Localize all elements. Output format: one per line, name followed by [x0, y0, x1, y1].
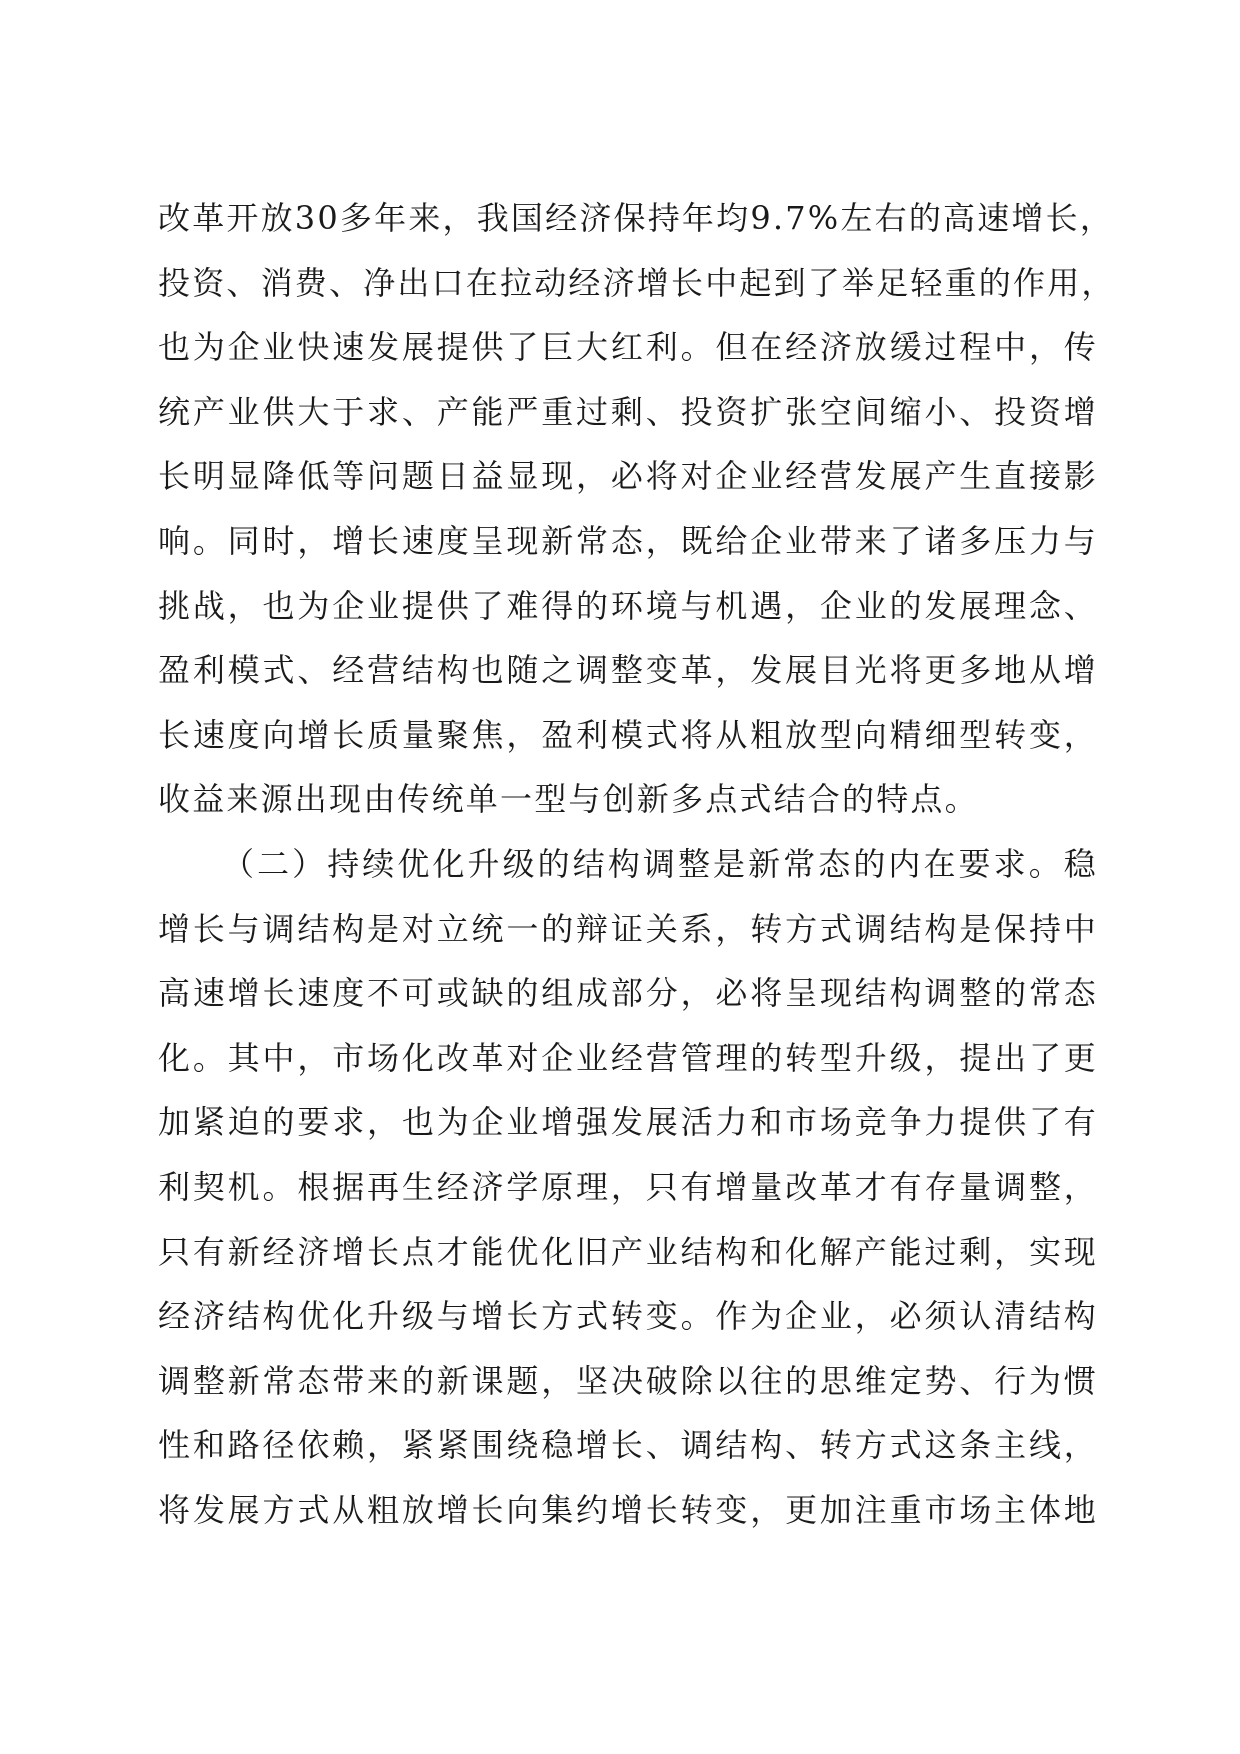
- text-line: 统产业供大于求、产能严重过剩、投资扩张空间缩小、投资增: [158, 392, 1098, 431]
- text-line: 长速度向增长质量聚焦，盈利模式将从粗放型向精细型转变，: [158, 715, 1098, 754]
- text-line: 改革开放30多年来，我国经济保持年均9.7%左右的高速增长，: [158, 199, 1115, 237]
- text-line: （二）持续优化升级的结构调整是新常态的内在要求。稳: [222, 844, 1098, 883]
- text-line: 盈利模式、经营结构也随之调整变革，发展目光将更多地从增: [158, 651, 1098, 690]
- paragraph-2: [158, 832, 1098, 1543]
- text-line: 利契机。根据再生经济学原理，只有增量改革才有存量调整，: [158, 1167, 1098, 1206]
- text-line: 加紧迫的要求，也为企业增强发展活力和市场竞争力提供了有: [158, 1103, 1098, 1142]
- paragraph-1: [158, 186, 1116, 832]
- text-line: 高速增长速度不可或缺的组成部分，必将呈现结构调整的常态: [158, 974, 1098, 1013]
- text-line: 收益来源出现由传统单一型与创新多点式结合的特点。: [158, 780, 979, 819]
- text-line: 化。其中，市场化改革对企业经营管理的转型升级，提出了更: [158, 1038, 1098, 1077]
- text-line: 经济结构优化升级与增长方式转变。作为企业，必须认清结构: [158, 1297, 1098, 1336]
- text-line: 长明显降低等问题日益显现，必将对企业经营发展产生直接影: [158, 457, 1098, 496]
- text-line: 将发展方式从粗放增长向集约增长转变，更加注重市场主体地: [158, 1490, 1098, 1529]
- text-line: 也为企业快速发展提供了巨大红利。但在经济放缓过程中，传: [158, 328, 1098, 367]
- text-line: 响。同时，增长速度呈现新常态，既给企业带来了诸多压力与: [158, 521, 1098, 560]
- text-line: 投资、消费、净出口在拉动经济增长中起到了举足轻重的作用，: [158, 263, 1116, 302]
- text-line: 挑战，也为企业提供了难得的环境与机遇，企业的发展理念、: [158, 586, 1098, 625]
- body-text: [158, 186, 1116, 1542]
- text-line: 调整新常态带来的新课题，坚决破除以往的思维定势、行为惯: [158, 1361, 1098, 1400]
- text-line: 性和路径依赖，紧紧围绕稳增长、调结构、转方式这条主线，: [158, 1426, 1098, 1465]
- text-line: 增长与调结构是对立统一的辩证关系，转方式调结构是保持中: [158, 909, 1098, 948]
- text-line: 只有新经济增长点才能优化旧产业结构和化解产能过剩，实现: [158, 1232, 1098, 1271]
